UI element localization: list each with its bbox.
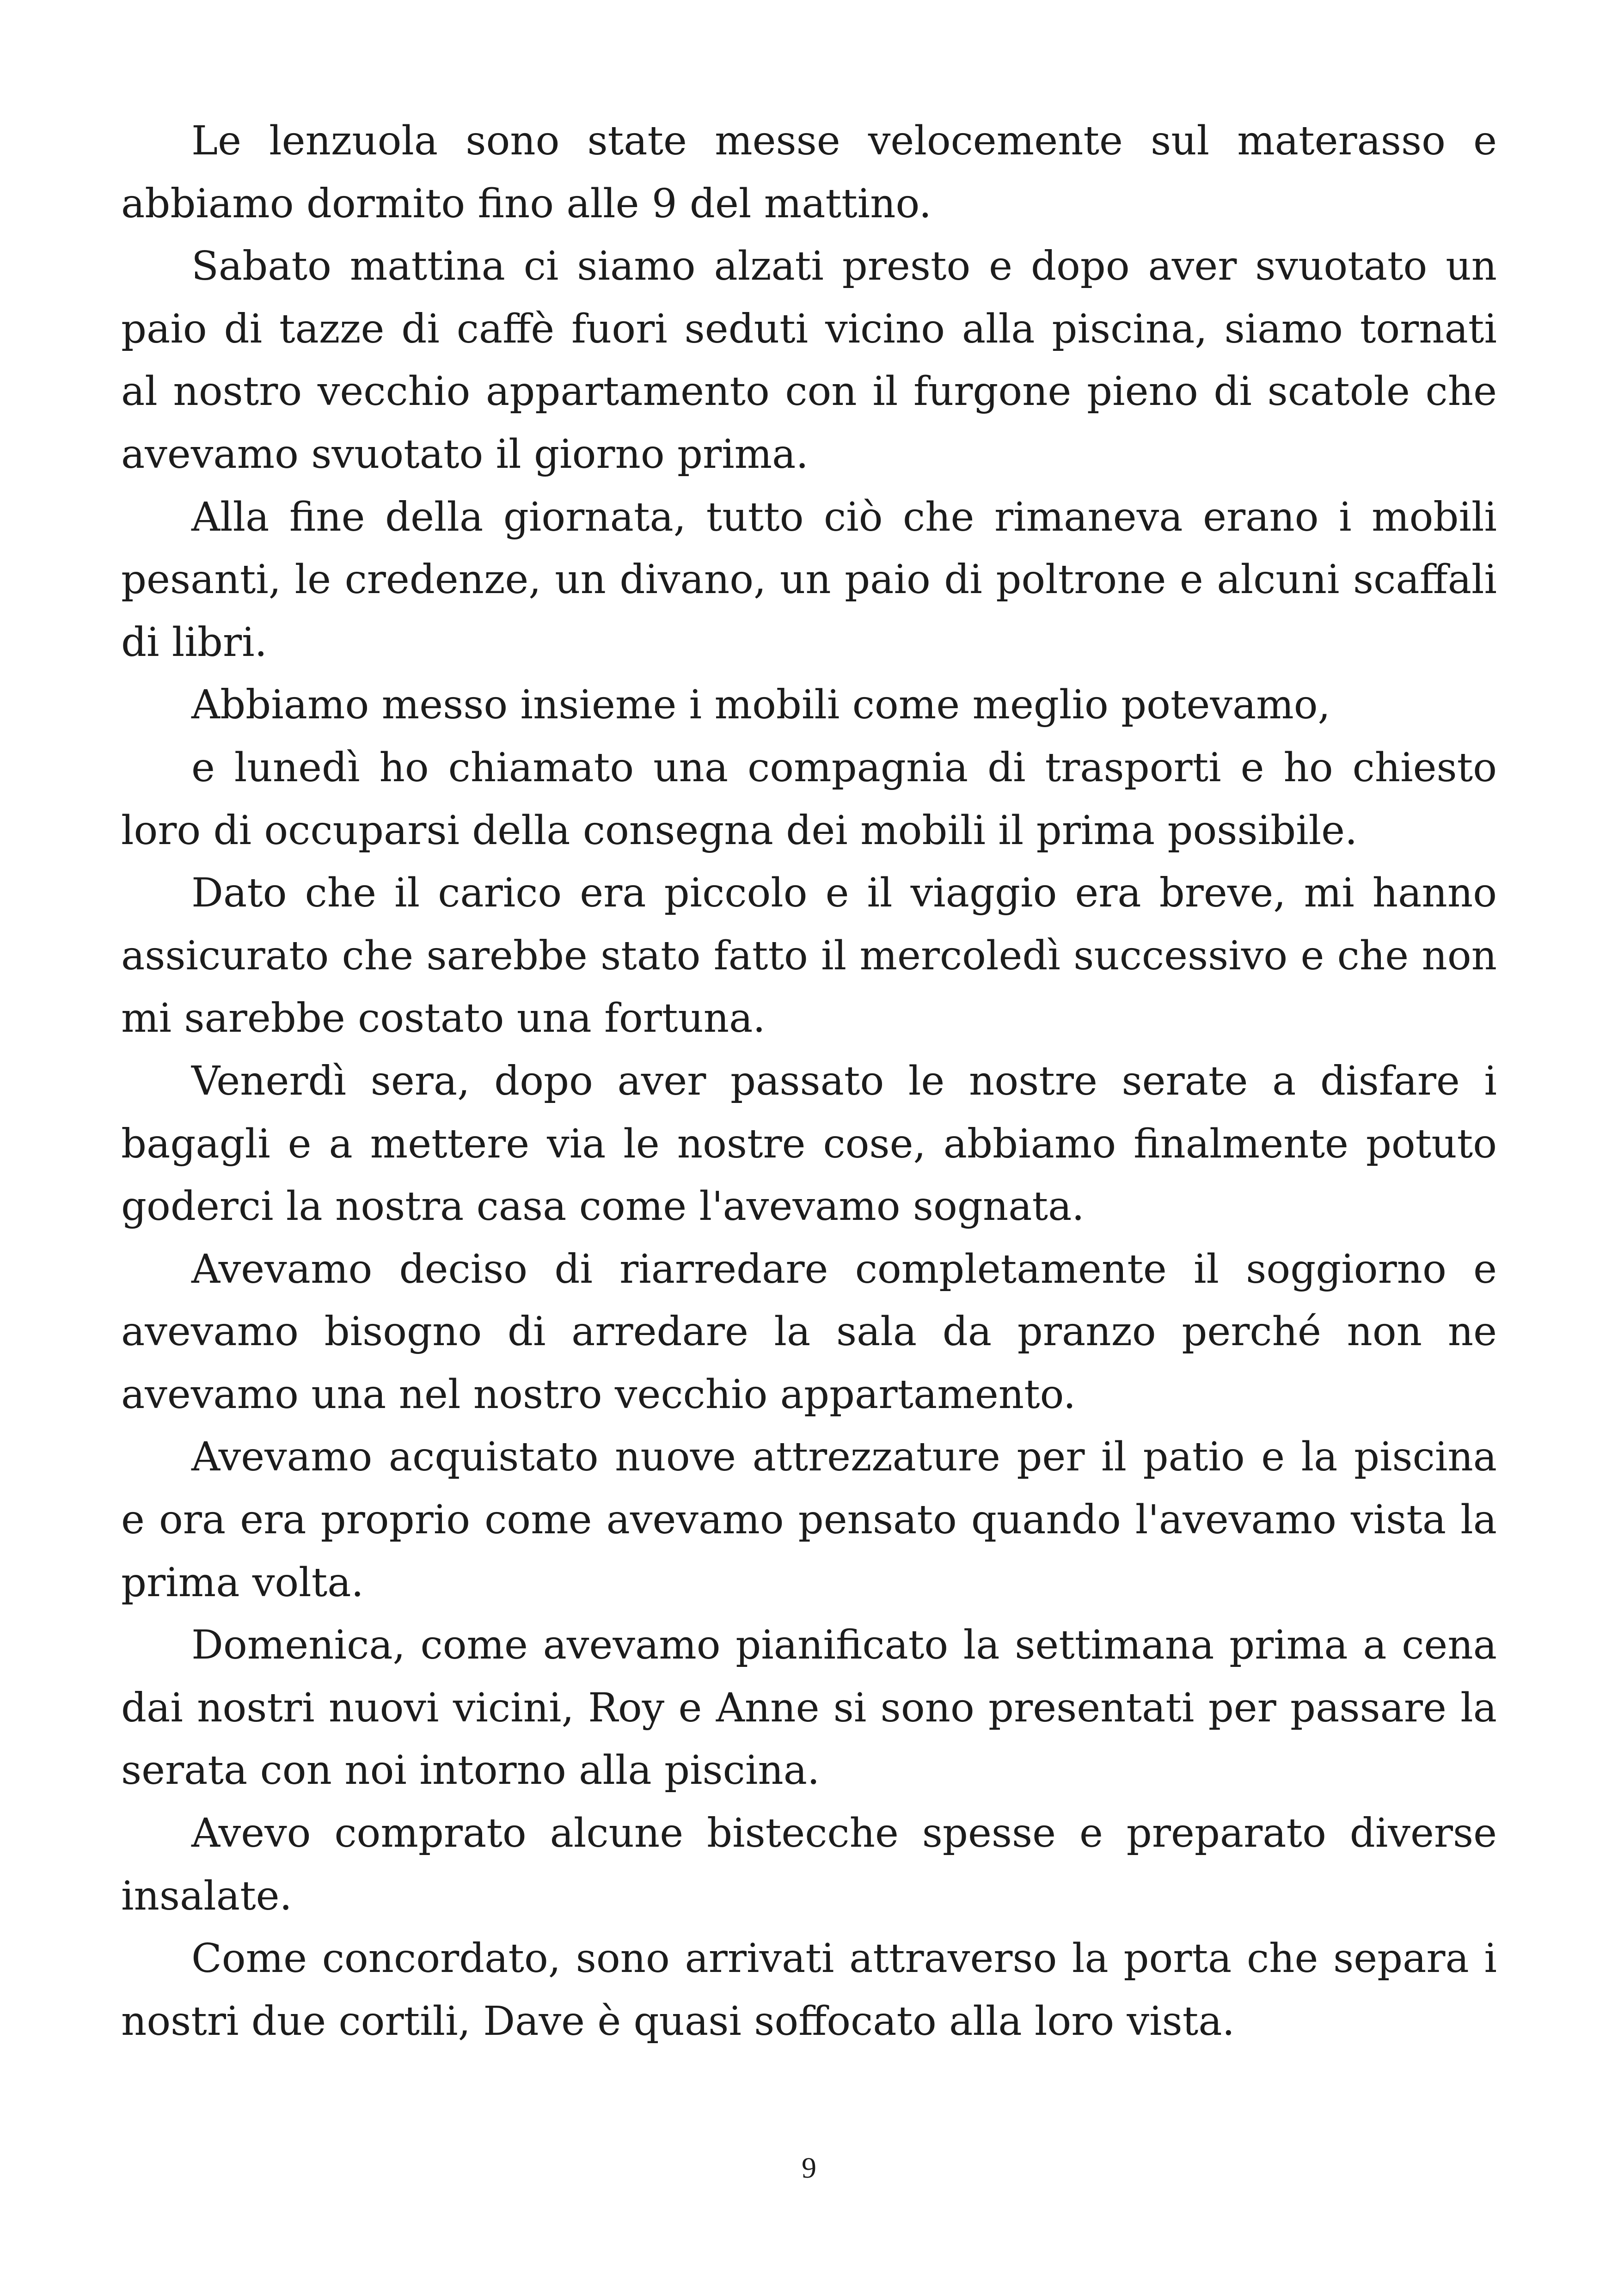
paragraph-9: Avevamo acquistato nuove attrezzature per il patio e la piscina e ora era proprio come avevamo pensato quando l'avevamo vista la prima volta. [121,1434,1497,1606]
paragraph-2: Sabato mattina ci siamo alzati presto e dopo aver svuotato un paio di tazze di caffè fuori seduti vicino alla piscina, siamo tornati al nostro vecchio appartamento con il furgone pieno di scatole che avevamo svuotato il giorno prima. [121,243,1497,478]
paragraph-8: Avevamo deciso di riarredare completamente il soggiorno e avevamo bisogno di arredare la sala da pranzo perché non ne avevamo una nel nostro vecchio appartamento. [121,1246,1497,1418]
paragraph-6: Dato che il carico era piccolo e il viaggio era breve, mi hanno assicurato che sarebbe stato fatto il mercoledì successivo e che non mi sarebbe costato una fortuna. [121,870,1497,1042]
paragraph-11: Avevo comprato alcune bistecche spesse e preparato diverse insalate. [121,1810,1497,1919]
paragraph-1: Le lenzuola sono state messe velocemente sul materasso e abbiamo dormito fino alle 9 del mattino. [121,118,1497,227]
paragraph-10: Domenica, come avevamo pianificato la settimana prima a cena dai nostri nuovi vicini, Roy e Anne si sono presentati per passare la serata con noi intorno alla piscina. [121,1622,1497,1794]
paragraph-12: Come concordato, sono arrivati attraverso la porta che separa i nostri due cortili, Dave è quasi soffocato alla loro vista. [121,1935,1497,2045]
paragraph-3: Alla fine della giornata, tutto ciò che rimaneva erano i mobili pesanti, le credenze, un divano, un paio di poltrone e alcuni scaffali di libri. [121,494,1497,666]
body-text [121,110,1497,2053]
paragraph-5: e lunedì ho chiamato una compagnia di trasporti e ho chiesto loro di occuparsi della consegna dei mobili il prima possibile. [121,744,1497,854]
page-number: 9 [802,2151,816,2184]
paragraph-4: Abbiamo messo insieme i mobili come meglio potevamo, [191,682,1330,729]
paragraph-7: Venerdì sera, dopo aver passato le nostre serate a disfare i bagagli e a mettere via le nostre cose, abbiamo finalmente potuto goderci la nostra casa come l'avevamo sognata. [121,1058,1497,1230]
